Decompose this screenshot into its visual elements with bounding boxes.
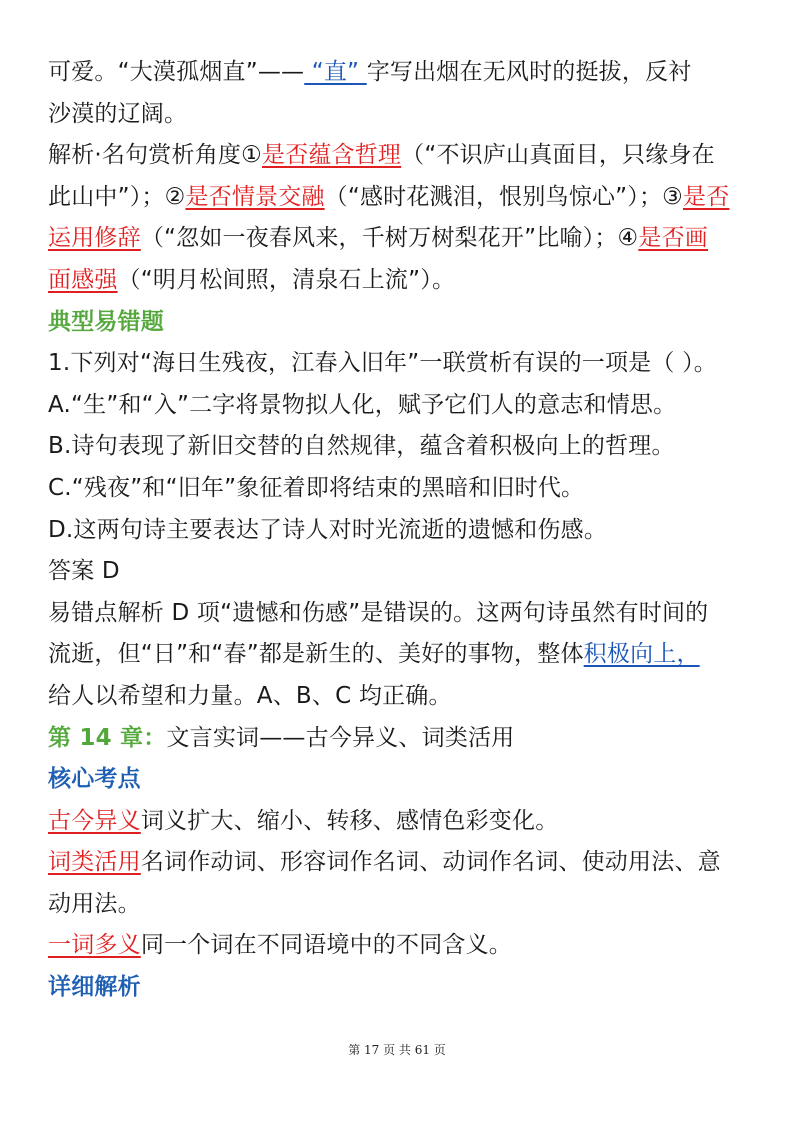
- section-heading-typical: 典型易错题: [48, 308, 164, 335]
- core-term: 词类活用: [48, 849, 141, 876]
- option-b: B.诗句表现了新旧交替的自然规律，蕴含着积极向上的哲理。: [48, 433, 675, 460]
- underlined-term: “直”: [304, 59, 367, 85]
- text-segment: （“明月松间照，清泉石上流”）。: [117, 266, 456, 293]
- text-segment: 沙漠的辽阔。: [48, 100, 188, 127]
- highlight-term: 是否: [683, 183, 730, 210]
- core-item: [48, 925, 748, 967]
- core-item: [48, 842, 748, 884]
- highlight-term: 面感强: [48, 266, 118, 293]
- text-segment: （“不识庐山真面目，只缘身在: [401, 142, 715, 169]
- text-line: [48, 94, 748, 136]
- document-page: [48, 52, 748, 1009]
- question-stem: 1.下列对“海日生残夜，江春入旧年”一联赏析有误的一项是（ ）。: [48, 350, 717, 377]
- answer-line: 答案 D: [48, 558, 120, 585]
- core-desc: 名词作动词、形容词作名词、动词作名词、使动用法、意: [140, 849, 721, 876]
- analysis-line: [48, 634, 748, 676]
- text-line: [48, 177, 748, 219]
- core-term: 古今异义: [48, 807, 141, 834]
- highlight-term: 是否画: [638, 225, 708, 252]
- core-desc: 词义扩大、缩小、转移、感情色彩变化。: [140, 807, 559, 834]
- core-item: [48, 801, 748, 843]
- text-segment: （“感时花溅泪，恨别鸟惊心”）；③: [324, 183, 683, 210]
- core-item-continued: 动用法。: [48, 890, 141, 917]
- core-term: 一词多义: [48, 932, 141, 959]
- text-line: [48, 135, 748, 177]
- text-segment: 字写出烟在无风时的挺拔，反衬: [366, 59, 692, 85]
- text-line: [48, 218, 748, 260]
- text-segment: 可爱。“大漠孤烟直”——: [48, 59, 305, 85]
- highlight-term: 运用修辞: [48, 225, 141, 252]
- text-segment: 解析·名句赏析角度①: [48, 142, 262, 169]
- chapter-label: 第 14 章：: [48, 724, 167, 751]
- text-line: [48, 52, 748, 94]
- section-heading-detail: 详细解析: [48, 974, 141, 1001]
- core-desc: 同一个词在不同语境中的不同含义。: [140, 932, 513, 959]
- option-a: A.“生”和“入”二字将景物拟人化，赋予它们人的意志和情思。: [48, 391, 677, 418]
- analysis-line: 易错点解析 D 项“遗憾和伤感”是错误的。这两句诗虽然有时间的: [48, 599, 709, 626]
- underlined-term: 积极向上，: [583, 641, 700, 668]
- text-line: [48, 260, 748, 302]
- section-heading-core: 核心考点: [48, 766, 141, 793]
- option-c: C.“残夜”和“旧年”象征着即将结束的黑暗和旧时代。: [48, 474, 585, 501]
- highlight-term: 是否情景交融: [185, 183, 325, 210]
- text-segment: （“忽如一夜春风来，千树万树梨花开”比喻）；④: [140, 225, 639, 252]
- chapter-heading: [48, 718, 748, 760]
- analysis-line: 给人以希望和力量。A、B、C 均正确。: [48, 682, 452, 709]
- highlight-term: 是否蕴含哲理: [261, 142, 402, 169]
- option-d: D.这两句诗主要表达了诗人对时光流逝的遗憾和伤感。: [48, 516, 608, 543]
- page-footer: 第 17 页 共 61 页: [348, 1043, 446, 1057]
- text-segment: 此山中”）；②: [48, 183, 186, 210]
- text-segment: 流逝，但“日”和“春”都是新生的、美好的事物，整体: [48, 641, 584, 668]
- chapter-title: 文言实词——古今异义、词类活用: [166, 724, 515, 751]
